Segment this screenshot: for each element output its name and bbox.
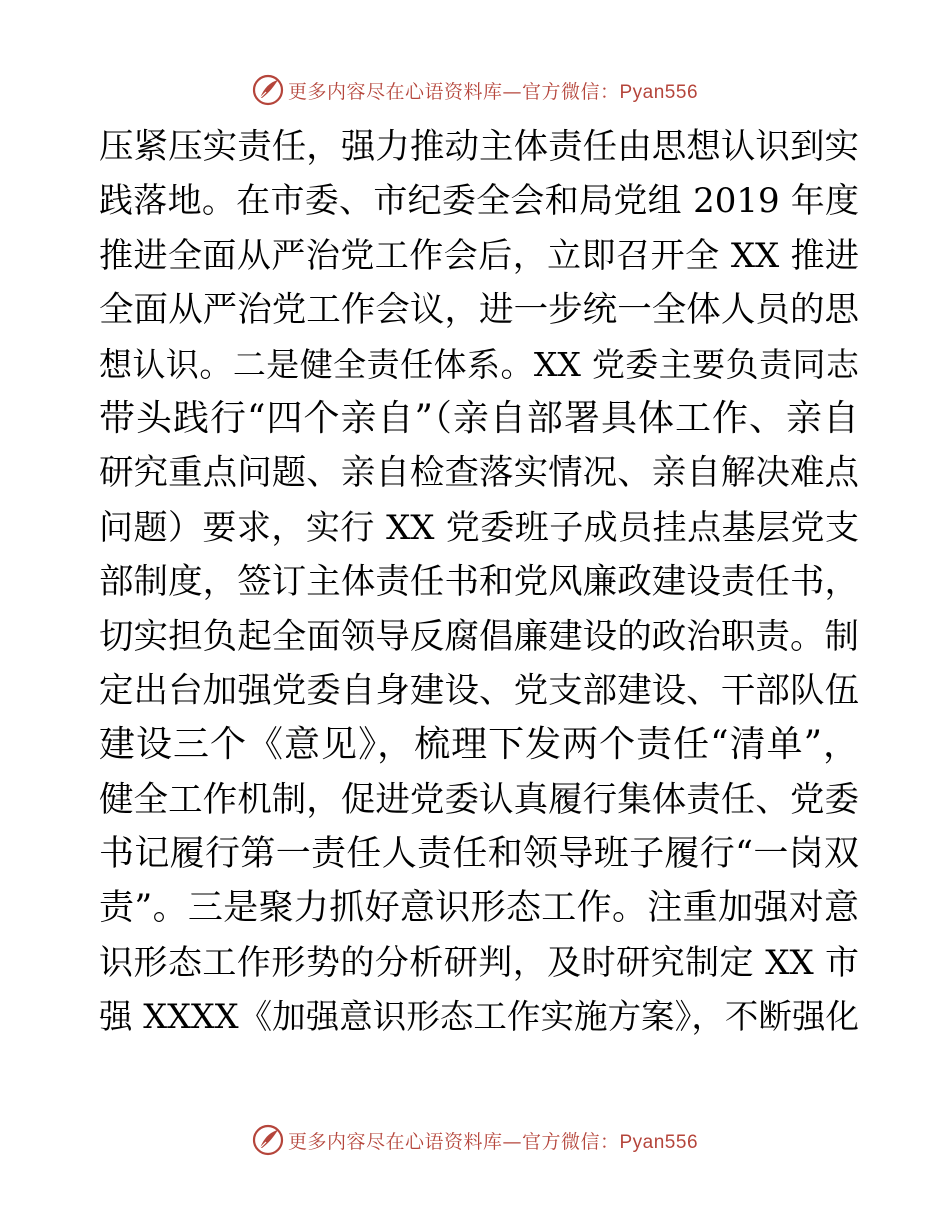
header-banner [0, 70, 950, 110]
body-line: 践落地。在市委、市纪委全会和局党组 2019 年度 [99, 181, 859, 222]
banner-wechat-label: 官方微信： [521, 80, 620, 103]
body-line: 责”。三是聚力抓好意识形态工作。注重加强对意 [99, 888, 859, 929]
footer-banner [0, 1120, 950, 1160]
body-line: 部制度，签订主体责任书和党风廉政建设责任书， [99, 562, 859, 603]
body-line: 书记履行第一责任人责任和领导班子履行“一岗双 [99, 834, 859, 875]
banner-slogan: 更多内容尽在心语资料库 [287, 1130, 503, 1153]
banner-wechat-id: Pyan556 [619, 81, 699, 103]
body-line: 带头践行“四个亲自”（亲自部署具体工作、亲自 [99, 397, 859, 439]
body-line: 定出台加强党委自身建设、党支部建设、干部队伍 [99, 670, 859, 711]
body-line: 全面从严治党工作会议，进一步统一全体人员的思 [99, 290, 859, 331]
banner-wechat-id: Pyan556 [619, 1131, 699, 1153]
body-line: 压紧压实责任，强力推动主体责任由思想认识到实 [99, 127, 859, 167]
body-line: 识形态工作形势的分析研判，及时研究制定 XX 市 [99, 942, 859, 983]
body-line: 推进全面从严治党工作会后，立即召开全 XX 推进 [99, 235, 859, 276]
feather-pen-logo-icon [252, 1124, 284, 1156]
body-line: 想认识。二是健全责任体系。XX 党委主要负责同志 [99, 344, 859, 384]
banner-wechat-label: 官方微信： [521, 1130, 620, 1153]
banner-dash: — [502, 1130, 522, 1153]
body-line: 建设三个《意见》，梳理下发两个责任“清单”， [99, 724, 859, 766]
footer-banner-text [288, 1127, 698, 1154]
body-line: 强 XXXX《加强意识形态工作实施方案》，不断强化 [99, 997, 859, 1037]
banner-dash: — [502, 80, 522, 103]
document-body [99, 120, 859, 1045]
banner-slogan: 更多内容尽在心语资料库 [287, 80, 503, 103]
feather-pen-logo-icon [252, 74, 284, 106]
body-line: 研究重点问题、亲自检查落实情况、亲自解决难点 [99, 453, 859, 494]
body-line: 健全工作机制，促进党委认真履行集体责任、党委 [99, 779, 859, 820]
body-line: 切实担负起全面领导反腐倡廉建设的政治职责。制 [99, 616, 859, 657]
header-banner-text [288, 77, 698, 104]
body-line: 问题）要求，实行 XX 党委班子成员挂点基层党支 [99, 507, 859, 548]
